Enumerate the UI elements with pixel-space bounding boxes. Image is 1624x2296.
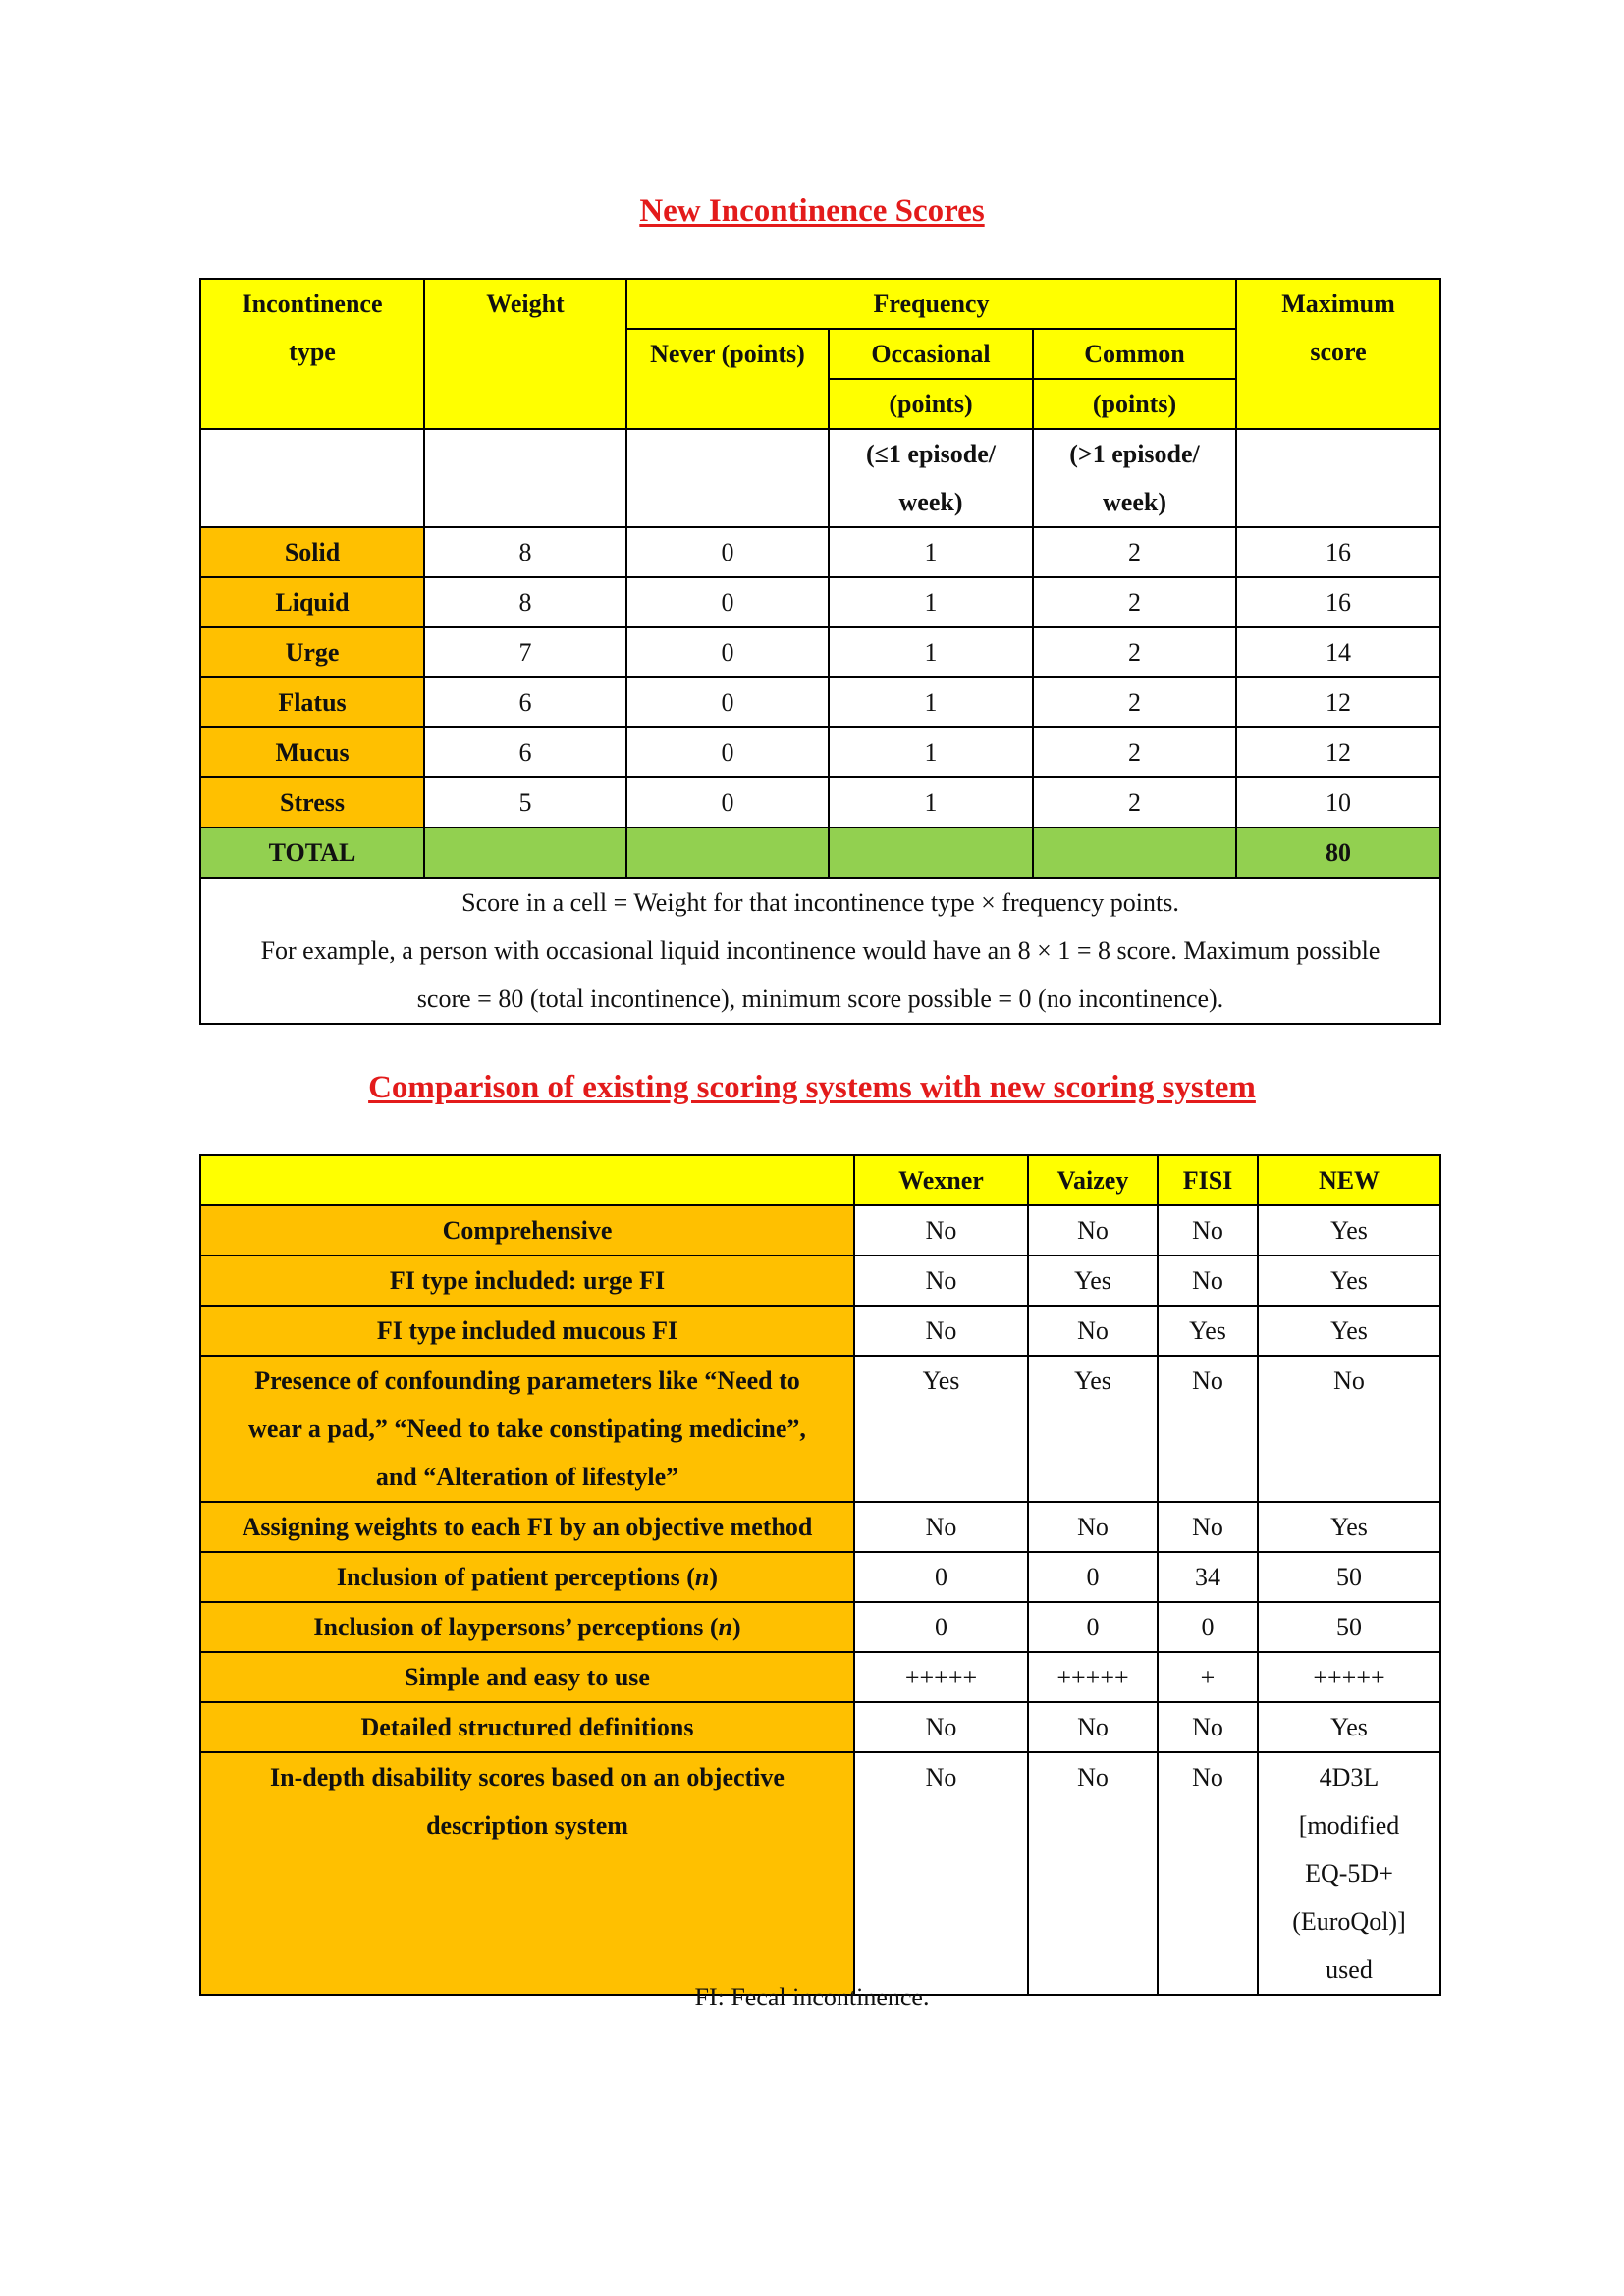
occasional-cell: 1: [829, 677, 1033, 727]
table-row: [200, 1602, 1440, 1652]
never-cell: 0: [626, 727, 829, 777]
value-cell: Yes: [1028, 1356, 1158, 1502]
table-row: [200, 777, 1440, 828]
row-label: Presence of confounding parameters like “Need to wear a pad,” “Need to take constipating medicine”, and “Alteration of lifestyle”: [200, 1356, 854, 1502]
row-type-label: Flatus: [200, 677, 424, 727]
table-row: [200, 577, 1440, 627]
weight-cell: 8: [424, 527, 626, 577]
value-cell: Yes: [1258, 1502, 1440, 1552]
total-label: TOTAL: [200, 828, 424, 878]
occasional-cell: 1: [829, 777, 1033, 828]
header-incontinence-type: Incontinence type: [200, 279, 424, 429]
table-row: [200, 1752, 1440, 1995]
table-row: [200, 1306, 1440, 1356]
table-row: [200, 677, 1440, 727]
column-fisi: FISI: [1158, 1155, 1258, 1205]
row-label: Inclusion of laypersons’ perceptions (n): [200, 1602, 854, 1652]
column-new: NEW: [1258, 1155, 1440, 1205]
value-cell: No: [1158, 1255, 1258, 1306]
table-row: [200, 627, 1440, 677]
value-cell: +: [1158, 1652, 1258, 1702]
empty-cell: [424, 828, 626, 878]
column-vaizey: Vaizey: [1028, 1155, 1158, 1205]
common-cell: 2: [1033, 577, 1236, 627]
value-cell: No: [854, 1702, 1028, 1752]
common-cell: 2: [1033, 727, 1236, 777]
row-label: Comprehensive: [200, 1205, 854, 1255]
value-cell: 0: [1028, 1602, 1158, 1652]
row-type-label: Urge: [200, 627, 424, 677]
max-cell: 14: [1236, 627, 1440, 677]
row-label: FI type included mucous FI: [200, 1306, 854, 1356]
table-row: [200, 727, 1440, 777]
table-row: [200, 1502, 1440, 1552]
weight-cell: 6: [424, 677, 626, 727]
row-label: In-depth disability scores based on an objective description system: [200, 1752, 854, 1995]
common-cell: 2: [1033, 627, 1236, 677]
table-row: [200, 1356, 1440, 1502]
empty-cell: [424, 429, 626, 527]
value-cell: No: [854, 1205, 1028, 1255]
value-cell: 0: [854, 1602, 1028, 1652]
value-cell: Yes: [1258, 1255, 1440, 1306]
table-note: Score in a cell = Weight for that incontinence type × frequency points. For example, a person with occasional liquid incontinence would have an 8 × 1 = 8 score. Maximum possible score = 80 (total incontinence), minimum score possible = 0 (no incontinence).: [200, 878, 1440, 1024]
value-cell: 0: [1158, 1602, 1258, 1652]
occasional-cell: 1: [829, 727, 1033, 777]
value-cell: 50: [1258, 1552, 1440, 1602]
value-cell: Yes: [854, 1356, 1028, 1502]
empty-cell: [626, 429, 829, 527]
value-cell: 4D3L [modified EQ-5D+ (EuroQol)] used: [1258, 1752, 1440, 1995]
row-label: FI type included: urge FI: [200, 1255, 854, 1306]
value-cell: Yes: [1028, 1255, 1158, 1306]
header-never: Never (points): [626, 329, 829, 429]
value-cell: No: [854, 1502, 1028, 1552]
value-cell: +++++: [854, 1652, 1028, 1702]
common-cell: 2: [1033, 527, 1236, 577]
row-type-label: Solid: [200, 527, 424, 577]
row-type-label: Mucus: [200, 727, 424, 777]
header-common: Common: [1033, 329, 1236, 379]
value-cell: Yes: [1258, 1306, 1440, 1356]
max-cell: 16: [1236, 577, 1440, 627]
occasional-cell: 1: [829, 527, 1033, 577]
row-label: Assigning weights to each FI by an objective method: [200, 1502, 854, 1552]
row-type-label: Liquid: [200, 577, 424, 627]
value-cell: 34: [1158, 1552, 1258, 1602]
row-label: Simple and easy to use: [200, 1652, 854, 1702]
value-cell: No: [1028, 1502, 1158, 1552]
common-cell: 2: [1033, 777, 1236, 828]
value-cell: No: [1158, 1502, 1258, 1552]
value-cell: No: [1028, 1702, 1158, 1752]
value-cell: No: [1158, 1205, 1258, 1255]
empty-cell: [1236, 429, 1440, 527]
occasional-cell: 1: [829, 627, 1033, 677]
max-cell: 12: [1236, 677, 1440, 727]
value-cell: Yes: [1258, 1205, 1440, 1255]
table-row: [200, 527, 1440, 577]
never-cell: 0: [626, 677, 829, 727]
header-maximum-score: Maximum score: [1236, 279, 1440, 429]
header-occasional: Occasional: [829, 329, 1033, 379]
header-occasional-unit: (points): [829, 379, 1033, 429]
weight-cell: 8: [424, 577, 626, 627]
value-cell: No: [1028, 1752, 1158, 1995]
value-cell: No: [1158, 1752, 1258, 1995]
table-row: [200, 1652, 1440, 1702]
empty-cell: [829, 828, 1033, 878]
value-cell: +++++: [1258, 1652, 1440, 1702]
never-cell: 0: [626, 627, 829, 677]
header-common-unit: (points): [1033, 379, 1236, 429]
value-cell: No: [1028, 1205, 1158, 1255]
row-label: Detailed structured definitions: [200, 1702, 854, 1752]
table-footnote: FI: Fecal incontinence.: [694, 1983, 930, 2011]
table-row: [200, 1205, 1440, 1255]
value-cell: +++++: [1028, 1652, 1158, 1702]
weight-cell: 5: [424, 777, 626, 828]
empty-cell: [200, 429, 424, 527]
max-cell: 12: [1236, 727, 1440, 777]
never-cell: 0: [626, 577, 829, 627]
value-cell: 0: [1028, 1552, 1158, 1602]
incontinence-scores-table: [199, 278, 1441, 1025]
weight-cell: 6: [424, 727, 626, 777]
occasional-definition: (≤1 episode/ week): [829, 429, 1033, 527]
max-cell: 16: [1236, 527, 1440, 577]
occasional-cell: 1: [829, 577, 1033, 627]
table-row: [200, 1552, 1440, 1602]
value-cell: 0: [854, 1552, 1028, 1602]
empty-cell: [626, 828, 829, 878]
header-frequency: Frequency: [626, 279, 1236, 329]
row-type-label: Stress: [200, 777, 424, 828]
value-cell: Yes: [1158, 1306, 1258, 1356]
total-row: [200, 828, 1440, 878]
table-row: [200, 1255, 1440, 1306]
never-cell: 0: [626, 527, 829, 577]
comparison-table: [199, 1154, 1441, 1996]
value-cell: No: [1028, 1306, 1158, 1356]
table2-title: Comparison of existing scoring systems with new scoring system: [368, 1070, 1256, 1105]
common-cell: 2: [1033, 677, 1236, 727]
empty-cell: [1033, 828, 1236, 878]
column-wexner: Wexner: [854, 1155, 1028, 1205]
value-cell: 50: [1258, 1602, 1440, 1652]
header-weight: Weight: [424, 279, 626, 429]
value-cell: No: [854, 1752, 1028, 1995]
table-row: [200, 1702, 1440, 1752]
value-cell: No: [1258, 1356, 1440, 1502]
row-label: Inclusion of patient perceptions (n): [200, 1552, 854, 1602]
value-cell: No: [854, 1306, 1028, 1356]
table1-title: New Incontinence Scores: [639, 193, 985, 229]
common-definition: (>1 episode/ week): [1033, 429, 1236, 527]
value-cell: No: [854, 1255, 1028, 1306]
total-max: 80: [1236, 828, 1440, 878]
value-cell: No: [1158, 1702, 1258, 1752]
value-cell: No: [1158, 1356, 1258, 1502]
never-cell: 0: [626, 777, 829, 828]
empty-header-cell: [200, 1155, 854, 1205]
weight-cell: 7: [424, 627, 626, 677]
value-cell: Yes: [1258, 1702, 1440, 1752]
max-cell: 10: [1236, 777, 1440, 828]
